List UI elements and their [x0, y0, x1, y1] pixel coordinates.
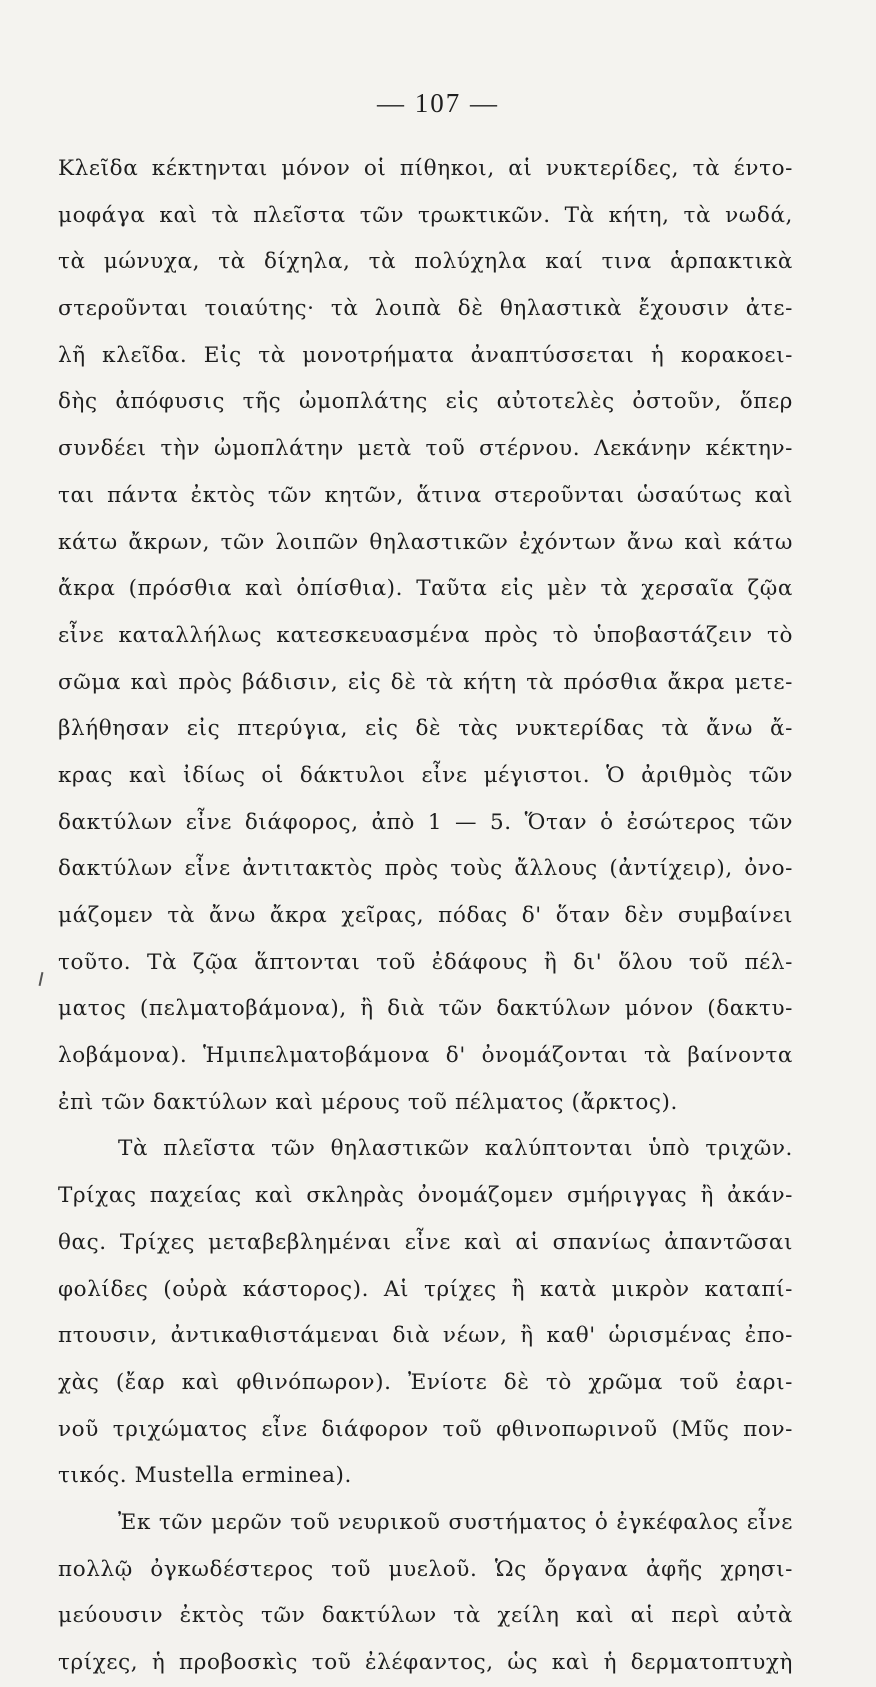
- text-line: μοφάγα καὶ τὰ πλεῖστα τῶν τρωκτικῶν. Τὰ κήτη, τὰ νωδά,: [58, 202, 793, 228]
- margin-mark: [39, 972, 44, 986]
- text-line: ἐπὶ τῶν δακτύλων καὶ μέρους τοῦ πέλματος (ἄρκτος).: [58, 1089, 678, 1115]
- text-line: δακτύλων εἶνε ἀντιτακτὸς πρὸς τοὺς ἄλλους (ἀντίχειρ), ὀνο-: [58, 856, 793, 882]
- text-line: βλήθησαν εἰς πτερύγια, εἰς δὲ τὰς νυκτερίδας τὰ ἄνω ἄ-: [58, 716, 793, 742]
- text-line: συνδέει τὴν ὠμοπλάτην μετὰ τοῦ στέρνου. Λεκάνην κέκτην-: [58, 436, 793, 462]
- text-line: ἄκρα (πρόσθια καὶ ὀπίσθια). Ταῦτα εἰς μὲν τὰ χερσαῖα ζῷα: [58, 576, 793, 602]
- text-line: ματος (πελματοβάμονα), ἢ διὰ τῶν δακτύλων μόνον (δακτυ-: [58, 996, 793, 1022]
- page-number: — 107 —: [377, 88, 499, 118]
- text-line: δὴς ἀπόφυσις τῆς ὠμοπλάτης εἰς αὐτοτελὲς ὀστοῦν, ὅπερ: [58, 389, 793, 415]
- text-line: εἶνε καταλλήλως κατεσκευασμένα πρὸς τὸ ὑποβαστάζειν τὸ: [58, 622, 793, 648]
- text-line: σῶμα καὶ πρὸς βάδισιν, εἰς δὲ τὰ κήτη τὰ πρόσθια ἄκρα μετε-: [58, 669, 793, 695]
- text-line: χὰς (ἔαρ καὶ φθινόπωρον). Ἐνίοτε δὲ τὸ χρῶμα τοῦ ἐαρι-: [58, 1369, 793, 1395]
- text-line: κάτω ἄκρων, τῶν λοιπῶν θηλαστικῶν ἐχόντων ἄνω καὶ κάτω: [58, 529, 793, 555]
- text-line: Τὰ πλεῖστα τῶν θηλαστικῶν καλύπτονται ὑπὸ τριχῶν.: [118, 1136, 793, 1162]
- text-line: στεροῦνται τοιαύτης· τὰ λοιπὰ δὲ θηλαστικὰ ἔχουσιν ἀτε-: [58, 296, 793, 322]
- text-line: μεύουσιν ἐκτὸς τῶν δακτύλων τὰ χείλη καὶ αἱ περὶ αὐτὰ: [58, 1603, 793, 1629]
- text-line: τὰ μώνυχα, τὰ δίχηλα, τὰ πολύχηλα καί τινα ἁρπακτικὰ: [58, 249, 793, 275]
- text-line: Τρίχας παχείας καὶ σκληρὰς ὀνομάζομεν σμήριγγας ἢ ἀκάν-: [58, 1183, 793, 1209]
- text-line: λοβάμονα). Ἡμιπελματοβάμονα δ' ὀνομάζονται τὰ βαίνοντα: [58, 1043, 793, 1069]
- text-line: Ἐκ τῶν μερῶν τοῦ νευρικοῦ συστήματος ὁ ἐγκέφαλος εἶνε: [118, 1509, 793, 1535]
- text-line: πτουσιν, ἀντικαθιστάμεναι διὰ νέων, ἢ καθ' ὡρισμένας ἐπο-: [58, 1323, 793, 1349]
- text-line: θας. Τρίχες μεταβεβλημέναι εἶνε καὶ αἱ σπανίως ἀπαντῶσαι: [58, 1229, 793, 1255]
- text-line: Κλεῖδα κέκτηνται μόνον οἱ πίθηκοι, αἱ νυκτερίδες, τὰ έντο-: [58, 156, 793, 181]
- text-line: τρίχες, ἡ προβοσκὶς τοῦ ἐλέφαντος, ὡς καὶ ἡ δερματοπτυχὴ: [58, 1650, 793, 1675]
- text-line: δακτύλων εἶνε διάφορος, ἀπὸ 1 — 5. Ὅταν ὁ ἐσώτερος τῶν: [58, 809, 793, 835]
- text-line: ται πάντα ἐκτὸς τῶν κητῶν, ἅτινα στεροῦνται ὡσαύτως καὶ: [58, 482, 793, 508]
- text-line: τικός. Mustella erminea).: [58, 1463, 352, 1489]
- text-line: μάζομεν τὰ ἄνω ἄκρα χεῖρας, πόδας δ' ὅταν δὲν συμβαίνει: [58, 903, 793, 928]
- text-line: πολλῷ ὀγκωδέστερος τοῦ μυελοῦ. Ὡς ὄργανα ἀφῆς χρησι-: [58, 1556, 793, 1582]
- text-line: τοῦτο. Τὰ ζῷα ἅπτονται τοῦ ἐδάφους ἢ δι' ὅλου τοῦ πέλ-: [58, 949, 793, 975]
- text-line: νοῦ τριχώματος εἶνε διάφορον τοῦ φθινοπωρινοῦ (Μῦς πον-: [58, 1416, 793, 1442]
- text-line: φολίδες (οὐρὰ κάστορος). Αἱ τρίχες ἢ κατὰ μικρὸν καταπί-: [58, 1276, 793, 1302]
- body-text: [58, 146, 793, 1687]
- text-line: λῆ κλεῖδα. Εἰς τὰ μονοτρήματα ἀναπτύσσεται ἡ κορακοει-: [58, 342, 793, 368]
- text-line: κρας καὶ ἰδίως οἱ δάκτυλοι εἶνε μέγιστοι. Ὁ ἀριθμὸς τῶν: [58, 762, 793, 788]
